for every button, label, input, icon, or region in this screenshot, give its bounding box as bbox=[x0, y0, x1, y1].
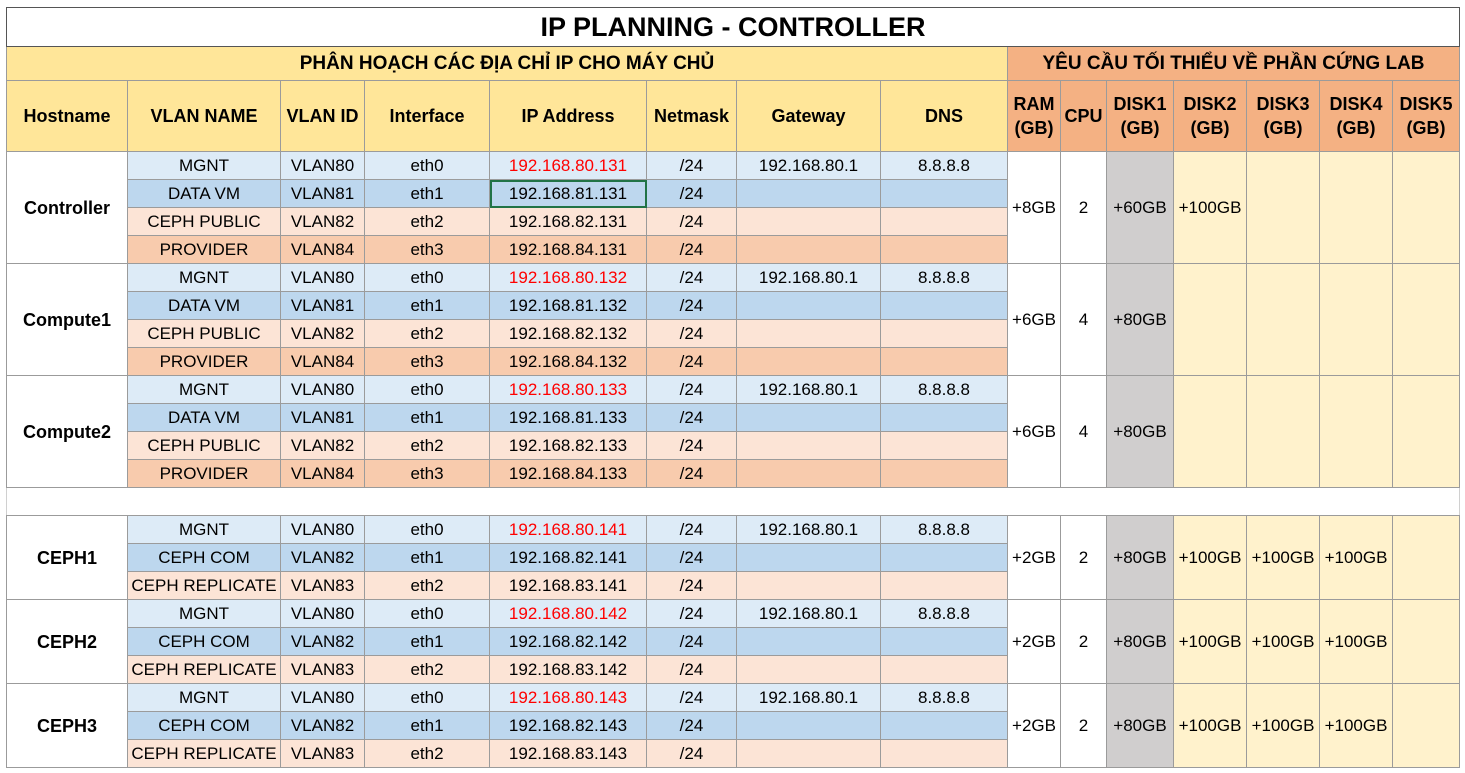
dns-cell[interactable] bbox=[881, 460, 1008, 488]
vlan-name-cell[interactable]: CEPH COM bbox=[128, 628, 281, 656]
gateway-cell[interactable] bbox=[737, 320, 881, 348]
ip-address-cell[interactable]: 192.168.82.132 bbox=[490, 320, 647, 348]
ip-planning-table bbox=[6, 7, 1460, 768]
ram-cell[interactable]: +2GB bbox=[1008, 516, 1061, 600]
gateway-cell[interactable] bbox=[737, 236, 881, 264]
vlan-name-cell[interactable]: DATA VM bbox=[128, 292, 281, 320]
vlan-id-cell[interactable]: VLAN83 bbox=[281, 740, 365, 768]
interface-cell[interactable]: eth3 bbox=[365, 460, 490, 488]
cpu-cell[interactable]: 4 bbox=[1061, 376, 1107, 488]
col-header-cpu[interactable]: CPU bbox=[1061, 81, 1107, 152]
netmask-cell[interactable]: /24 bbox=[647, 432, 737, 460]
dns-cell[interactable] bbox=[881, 236, 1008, 264]
netmask-cell[interactable]: /24 bbox=[647, 460, 737, 488]
vlan-name-cell[interactable]: PROVIDER bbox=[128, 236, 281, 264]
interface-cell[interactable]: eth3 bbox=[365, 236, 490, 264]
disk5-cell[interactable] bbox=[1393, 152, 1460, 264]
netmask-cell[interactable]: /24 bbox=[647, 264, 737, 292]
netmask-cell[interactable]: /24 bbox=[647, 376, 737, 404]
interface-cell[interactable]: eth2 bbox=[365, 572, 490, 600]
interface-cell[interactable]: eth1 bbox=[365, 544, 490, 572]
interface-cell[interactable]: eth2 bbox=[365, 740, 490, 768]
col-header-gateway[interactable]: Gateway bbox=[737, 81, 881, 152]
ip-address-cell[interactable]: 192.168.84.131 bbox=[490, 236, 647, 264]
vlan-id-cell[interactable]: VLAN80 bbox=[281, 516, 365, 544]
cpu-cell[interactable]: 2 bbox=[1061, 152, 1107, 264]
vlan-id-cell[interactable]: VLAN82 bbox=[281, 712, 365, 740]
spacer-row bbox=[7, 488, 1460, 516]
vlan-id-cell[interactable]: VLAN80 bbox=[281, 684, 365, 712]
vlan-id-cell[interactable]: VLAN82 bbox=[281, 628, 365, 656]
dns-cell[interactable]: 8.8.8.8 bbox=[881, 376, 1008, 404]
netmask-cell[interactable]: /24 bbox=[647, 180, 737, 208]
dns-cell[interactable] bbox=[881, 712, 1008, 740]
ip-address-cell[interactable]: 192.168.80.132 bbox=[490, 264, 647, 292]
gateway-cell[interactable] bbox=[737, 348, 881, 376]
vlan-name-cell[interactable]: CEPH COM bbox=[128, 712, 281, 740]
dns-cell[interactable] bbox=[881, 320, 1008, 348]
ip-address-cell[interactable]: 192.168.83.141 bbox=[490, 572, 647, 600]
gateway-cell[interactable] bbox=[737, 460, 881, 488]
ip-address-cell[interactable]: 192.168.84.133 bbox=[490, 460, 647, 488]
interface-cell[interactable]: eth0 bbox=[365, 152, 490, 180]
table-row bbox=[7, 264, 1460, 292]
interface-cell[interactable]: eth2 bbox=[365, 320, 490, 348]
dns-cell[interactable] bbox=[881, 572, 1008, 600]
dns-cell[interactable] bbox=[881, 740, 1008, 768]
ram-cell[interactable]: +8GB bbox=[1008, 152, 1061, 264]
interface-cell[interactable]: eth2 bbox=[365, 656, 490, 684]
disk4-cell[interactable] bbox=[1320, 376, 1393, 488]
col-header-disk3[interactable]: DISK3 (GB) bbox=[1247, 81, 1320, 152]
disk2-cell[interactable]: +100GB bbox=[1174, 516, 1247, 600]
vlan-id-cell[interactable]: VLAN80 bbox=[281, 264, 365, 292]
disk3-cell[interactable] bbox=[1247, 264, 1320, 376]
interface-cell[interactable]: eth0 bbox=[365, 264, 490, 292]
vlan-id-cell[interactable]: VLAN83 bbox=[281, 572, 365, 600]
disk4-cell[interactable]: +100GB bbox=[1320, 684, 1393, 768]
disk5-cell[interactable] bbox=[1393, 684, 1460, 768]
disk2-cell[interactable] bbox=[1174, 264, 1247, 376]
gateway-cell[interactable]: 192.168.80.1 bbox=[737, 376, 881, 404]
disk5-cell[interactable] bbox=[1393, 516, 1460, 600]
table-row bbox=[7, 516, 1460, 544]
netmask-cell[interactable]: /24 bbox=[647, 684, 737, 712]
ram-cell[interactable]: +6GB bbox=[1008, 264, 1061, 376]
netmask-cell[interactable]: /24 bbox=[647, 348, 737, 376]
dns-cell[interactable]: 8.8.8.8 bbox=[881, 684, 1008, 712]
interface-cell[interactable]: eth2 bbox=[365, 432, 490, 460]
ip-address-cell[interactable]: 192.168.80.131 bbox=[490, 152, 647, 180]
interface-cell[interactable]: eth1 bbox=[365, 292, 490, 320]
dns-cell[interactable] bbox=[881, 208, 1008, 236]
ip-address-cell[interactable]: 192.168.82.143 bbox=[490, 712, 647, 740]
gateway-cell[interactable] bbox=[737, 432, 881, 460]
dns-cell[interactable] bbox=[881, 656, 1008, 684]
dns-cell[interactable] bbox=[881, 292, 1008, 320]
ip-address-cell[interactable]: 192.168.82.142 bbox=[490, 628, 647, 656]
disk3-cell[interactable] bbox=[1247, 376, 1320, 488]
vlan-name-cell[interactable]: CEPH PUBLIC bbox=[128, 320, 281, 348]
gateway-cell[interactable] bbox=[737, 740, 881, 768]
vlan-id-cell[interactable]: VLAN80 bbox=[281, 376, 365, 404]
col-header-interface[interactable]: Interface bbox=[365, 81, 490, 152]
dns-cell[interactable]: 8.8.8.8 bbox=[881, 152, 1008, 180]
ram-cell[interactable]: +6GB bbox=[1008, 376, 1061, 488]
gateway-cell[interactable] bbox=[737, 292, 881, 320]
section-ip-header[interactable]: PHÂN HOẠCH CÁC ĐỊA CHỈ IP CHO MÁY CHỦ bbox=[7, 47, 1008, 81]
ip-planning-sheet bbox=[6, 7, 1460, 768]
gateway-cell[interactable] bbox=[737, 180, 881, 208]
netmask-cell[interactable]: /24 bbox=[647, 628, 737, 656]
interface-cell[interactable]: eth1 bbox=[365, 628, 490, 656]
hostname-cell[interactable]: Compute1 bbox=[7, 264, 128, 376]
section-hardware-header[interactable]: YÊU CẦU TỐI THIỂU VỀ PHẦN CỨNG LAB bbox=[1008, 47, 1460, 81]
spacer-cell[interactable] bbox=[7, 488, 1460, 516]
col-header-disk5[interactable]: DISK5 (GB) bbox=[1393, 81, 1460, 152]
hostname-cell[interactable]: CEPH2 bbox=[7, 600, 128, 684]
hostname-cell[interactable]: CEPH3 bbox=[7, 684, 128, 768]
interface-cell[interactable]: eth1 bbox=[365, 180, 490, 208]
vlan-id-cell[interactable]: VLAN81 bbox=[281, 292, 365, 320]
vlan-name-cell[interactable]: CEPH REPLICATE bbox=[128, 572, 281, 600]
netmask-cell[interactable]: /24 bbox=[647, 236, 737, 264]
disk3-cell[interactable]: +100GB bbox=[1247, 600, 1320, 684]
dns-cell[interactable] bbox=[881, 180, 1008, 208]
netmask-cell[interactable]: /24 bbox=[647, 656, 737, 684]
netmask-cell[interactable]: /24 bbox=[647, 544, 737, 572]
vlan-name-cell[interactable]: MGNT bbox=[128, 376, 281, 404]
disk1-cell[interactable]: +60GB bbox=[1107, 152, 1174, 264]
interface-cell[interactable]: eth1 bbox=[365, 712, 490, 740]
vlan-name-cell[interactable]: CEPH PUBLIC bbox=[128, 432, 281, 460]
vlan-id-cell[interactable]: VLAN82 bbox=[281, 320, 365, 348]
gateway-cell[interactable]: 192.168.80.1 bbox=[737, 600, 881, 628]
cpu-cell[interactable]: 2 bbox=[1061, 684, 1107, 768]
vlan-name-cell[interactable]: CEPH COM bbox=[128, 544, 281, 572]
ip-address-cell[interactable]: 192.168.83.143 bbox=[490, 740, 647, 768]
table-row bbox=[7, 152, 1460, 180]
disk1-cell[interactable]: +80GB bbox=[1107, 376, 1174, 488]
vlan-name-cell[interactable]: CEPH PUBLIC bbox=[128, 208, 281, 236]
dns-cell[interactable] bbox=[881, 544, 1008, 572]
cpu-cell[interactable]: 2 bbox=[1061, 600, 1107, 684]
disk1-cell[interactable]: +80GB bbox=[1107, 516, 1174, 600]
col-header-disk1[interactable]: DISK1 (GB) bbox=[1107, 81, 1174, 152]
cpu-cell[interactable]: 4 bbox=[1061, 264, 1107, 376]
dns-cell[interactable]: 8.8.8.8 bbox=[881, 600, 1008, 628]
netmask-cell[interactable]: /24 bbox=[647, 572, 737, 600]
hostname-cell[interactable]: Controller bbox=[7, 152, 128, 264]
gateway-cell[interactable] bbox=[737, 544, 881, 572]
dns-cell[interactable] bbox=[881, 404, 1008, 432]
disk1-cell[interactable]: +80GB bbox=[1107, 684, 1174, 768]
interface-cell[interactable]: eth0 bbox=[365, 600, 490, 628]
netmask-cell[interactable]: /24 bbox=[647, 516, 737, 544]
netmask-cell[interactable]: /24 bbox=[647, 600, 737, 628]
hostname-cell[interactable]: CEPH1 bbox=[7, 516, 128, 600]
netmask-cell[interactable]: /24 bbox=[647, 152, 737, 180]
vlan-id-cell[interactable]: VLAN82 bbox=[281, 208, 365, 236]
disk2-cell[interactable]: +100GB bbox=[1174, 600, 1247, 684]
col-header-disk2[interactable]: DISK2 (GB) bbox=[1174, 81, 1247, 152]
table-row bbox=[7, 684, 1460, 712]
ip-address-cell[interactable]: 192.168.81.133 bbox=[490, 404, 647, 432]
ip-address-cell[interactable]: 192.168.80.141 bbox=[490, 516, 647, 544]
disk3-cell[interactable]: +100GB bbox=[1247, 684, 1320, 768]
col-header-disk4[interactable]: DISK4 (GB) bbox=[1320, 81, 1393, 152]
interface-cell[interactable]: eth2 bbox=[365, 208, 490, 236]
netmask-cell[interactable]: /24 bbox=[647, 320, 737, 348]
interface-cell[interactable]: eth0 bbox=[365, 684, 490, 712]
disk2-cell[interactable] bbox=[1174, 376, 1247, 488]
dns-cell[interactable] bbox=[881, 628, 1008, 656]
vlan-id-cell[interactable]: VLAN81 bbox=[281, 404, 365, 432]
disk2-cell[interactable]: +100GB bbox=[1174, 684, 1247, 768]
ip-address-cell[interactable]: 192.168.81.132 bbox=[490, 292, 647, 320]
disk5-cell[interactable] bbox=[1393, 600, 1460, 684]
vlan-name-cell[interactable]: PROVIDER bbox=[128, 460, 281, 488]
disk5-cell[interactable] bbox=[1393, 376, 1460, 488]
disk1-cell[interactable]: +80GB bbox=[1107, 600, 1174, 684]
vlan-name-cell[interactable]: CEPH REPLICATE bbox=[128, 656, 281, 684]
netmask-cell[interactable]: /24 bbox=[647, 208, 737, 236]
table-row bbox=[7, 600, 1460, 628]
vlan-name-cell[interactable]: CEPH REPLICATE bbox=[128, 740, 281, 768]
dns-cell[interactable] bbox=[881, 432, 1008, 460]
disk3-cell[interactable] bbox=[1247, 152, 1320, 264]
disk3-cell[interactable]: +100GB bbox=[1247, 516, 1320, 600]
disk4-cell[interactable]: +100GB bbox=[1320, 600, 1393, 684]
vlan-id-cell[interactable]: VLAN80 bbox=[281, 152, 365, 180]
interface-cell[interactable]: eth0 bbox=[365, 516, 490, 544]
netmask-cell[interactable]: /24 bbox=[647, 404, 737, 432]
disk4-cell[interactable] bbox=[1320, 264, 1393, 376]
ram-cell[interactable]: +2GB bbox=[1008, 684, 1061, 768]
col-header-ram[interactable]: RAM (GB) bbox=[1008, 81, 1061, 152]
disk4-cell[interactable]: +100GB bbox=[1320, 516, 1393, 600]
gateway-cell[interactable]: 192.168.80.1 bbox=[737, 152, 881, 180]
disk5-cell[interactable] bbox=[1393, 264, 1460, 376]
vlan-id-cell[interactable]: VLAN84 bbox=[281, 460, 365, 488]
gateway-cell[interactable]: 192.168.80.1 bbox=[737, 516, 881, 544]
col-header-netmask[interactable]: Netmask bbox=[647, 81, 737, 152]
ip-address-cell[interactable]: 192.168.82.141 bbox=[490, 544, 647, 572]
gateway-cell[interactable] bbox=[737, 712, 881, 740]
col-header-ip-address[interactable]: IP Address bbox=[490, 81, 647, 152]
netmask-cell[interactable]: /24 bbox=[647, 740, 737, 768]
gateway-cell[interactable] bbox=[737, 628, 881, 656]
gateway-cell[interactable]: 192.168.80.1 bbox=[737, 684, 881, 712]
vlan-id-cell[interactable]: VLAN80 bbox=[281, 600, 365, 628]
col-header-vlan-name[interactable]: VLAN NAME bbox=[128, 81, 281, 152]
col-header-hostname[interactable]: Hostname bbox=[7, 81, 128, 152]
vlan-name-cell[interactable]: DATA VM bbox=[128, 180, 281, 208]
ip-address-cell[interactable]: 192.168.82.133 bbox=[490, 432, 647, 460]
ip-address-cell[interactable]: 192.168.80.143 bbox=[490, 684, 647, 712]
ram-cell[interactable]: +2GB bbox=[1008, 600, 1061, 684]
disk2-cell[interactable]: +100GB bbox=[1174, 152, 1247, 264]
vlan-name-cell[interactable]: PROVIDER bbox=[128, 348, 281, 376]
ip-address-cell[interactable]: 192.168.81.131 bbox=[490, 180, 647, 208]
disk4-cell[interactable] bbox=[1320, 152, 1393, 264]
vlan-id-cell[interactable]: VLAN82 bbox=[281, 544, 365, 572]
interface-cell[interactable]: eth3 bbox=[365, 348, 490, 376]
ip-address-cell[interactable]: 192.168.80.142 bbox=[490, 600, 647, 628]
vlan-id-cell[interactable]: VLAN83 bbox=[281, 656, 365, 684]
dns-cell[interactable]: 8.8.8.8 bbox=[881, 264, 1008, 292]
gateway-cell[interactable] bbox=[737, 572, 881, 600]
col-header-dns[interactable]: DNS bbox=[881, 81, 1008, 152]
gateway-cell[interactable] bbox=[737, 404, 881, 432]
netmask-cell[interactable]: /24 bbox=[647, 712, 737, 740]
sheet-title[interactable]: IP PLANNING - CONTROLLER bbox=[7, 8, 1460, 47]
vlan-name-cell[interactable]: MGNT bbox=[128, 600, 281, 628]
interface-cell[interactable]: eth0 bbox=[365, 376, 490, 404]
vlan-name-cell[interactable]: MGNT bbox=[128, 684, 281, 712]
vlan-id-cell[interactable]: VLAN84 bbox=[281, 348, 365, 376]
dns-cell[interactable] bbox=[881, 348, 1008, 376]
cpu-cell[interactable]: 2 bbox=[1061, 516, 1107, 600]
table-row bbox=[7, 376, 1460, 404]
gateway-cell[interactable]: 192.168.80.1 bbox=[737, 264, 881, 292]
ip-address-cell[interactable]: 192.168.80.133 bbox=[490, 376, 647, 404]
ip-address-cell[interactable]: 192.168.82.131 bbox=[490, 208, 647, 236]
vlan-name-cell[interactable]: MGNT bbox=[128, 516, 281, 544]
vlan-name-cell[interactable]: MGNT bbox=[128, 264, 281, 292]
hostname-cell[interactable]: Compute2 bbox=[7, 376, 128, 488]
col-header-vlan-id[interactable]: VLAN ID bbox=[281, 81, 365, 152]
ip-address-cell[interactable]: 192.168.83.142 bbox=[490, 656, 647, 684]
vlan-name-cell[interactable]: MGNT bbox=[128, 152, 281, 180]
vlan-id-cell[interactable]: VLAN84 bbox=[281, 236, 365, 264]
dns-cell[interactable]: 8.8.8.8 bbox=[881, 516, 1008, 544]
gateway-cell[interactable] bbox=[737, 656, 881, 684]
disk1-cell[interactable]: +80GB bbox=[1107, 264, 1174, 376]
gateway-cell[interactable] bbox=[737, 208, 881, 236]
vlan-id-cell[interactable]: VLAN82 bbox=[281, 432, 365, 460]
interface-cell[interactable]: eth1 bbox=[365, 404, 490, 432]
vlan-id-cell[interactable]: VLAN81 bbox=[281, 180, 365, 208]
netmask-cell[interactable]: /24 bbox=[647, 292, 737, 320]
vlan-name-cell[interactable]: DATA VM bbox=[128, 404, 281, 432]
ip-address-cell[interactable]: 192.168.84.132 bbox=[490, 348, 647, 376]
